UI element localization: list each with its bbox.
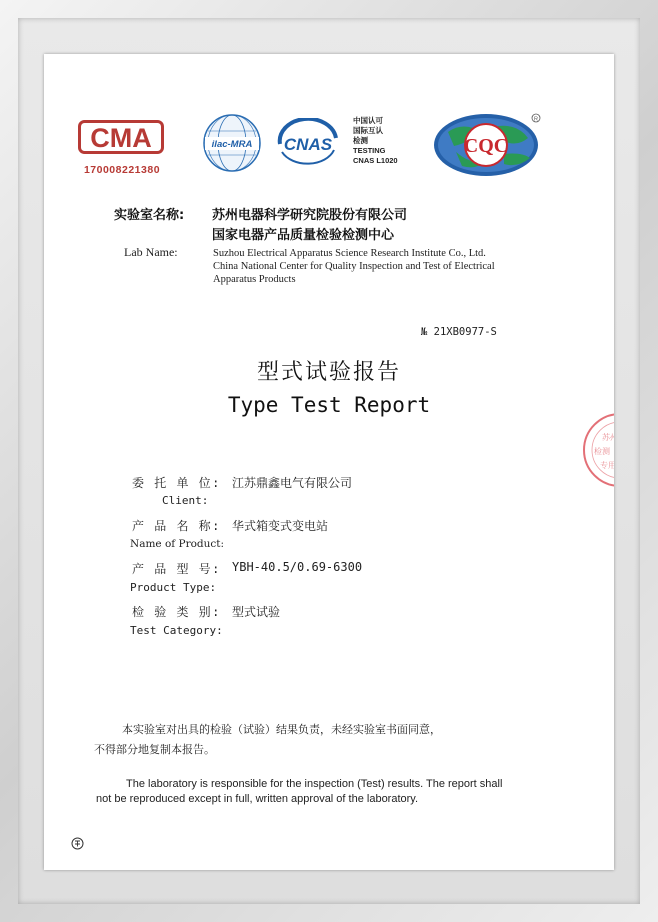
product-name-value: 华式箱变式变电站 — [232, 519, 329, 533]
client-label-cn: 委 托 单 位: — [132, 476, 221, 490]
test-category-label-cn: 检 验 类 别: — [132, 605, 221, 619]
svg-text:R: R — [534, 116, 538, 123]
product-type-label-en: Product Type: — [130, 581, 217, 594]
print-mark-icon — [71, 837, 84, 850]
red-seal-icon — [580, 410, 618, 490]
test-category-label-en: Test Category: — [130, 624, 223, 637]
notice-cn-line: 本实验室对出具的检验（试验）结果负责，未经实验室书面同意， — [122, 723, 441, 736]
cnas-caption-line: 国际互认 — [353, 126, 383, 135]
cma-number: 170008221380 — [83, 164, 161, 176]
product-type-value: YBH-40.5/0.69-6300 — [232, 560, 363, 574]
cma-logo-text: CMA — [90, 123, 152, 153]
cqc-globe-icon — [432, 112, 544, 178]
notice-cn — [94, 720, 554, 760]
product-name-label-cn: 产 品 名 称: — [132, 519, 221, 533]
lab-name-en-line: Suzhou Electrical Apparatus Science Research Institute Co., Ltd. — [213, 248, 486, 259]
notice-en — [96, 777, 596, 807]
report-title-cn: 型式试验报告 — [256, 360, 401, 385]
product-type-label-cn: 产 品 型 号: — [132, 562, 221, 576]
cma-logo-icon — [78, 120, 164, 154]
cnas-caption-line: TESTING — [353, 146, 386, 155]
lab-name-en-line: Apparatus Products — [213, 274, 296, 285]
client-label-en: Client: — [162, 494, 209, 507]
cnas-caption-line: 中国认可 — [353, 116, 383, 125]
notice-en-line: The laboratory is responsible for the inspection (Test) results. The report shall — [126, 778, 503, 790]
report-number: № 21XB0977-S — [421, 326, 497, 338]
svg-text:检测: 检测 — [594, 447, 610, 456]
cnas-caption-line: 检测 — [353, 136, 368, 145]
cnas-logo-icon — [272, 118, 344, 168]
notice-cn-line: 不得部分地复制本报告。 — [94, 743, 215, 756]
cnas-caption-line: CNAS L1020 — [353, 156, 398, 165]
certificate-page — [44, 54, 618, 870]
svg-text:专用: 专用 — [600, 461, 616, 470]
svg-text:CQC: CQC — [463, 135, 509, 157]
svg-text:苏州: 苏州 — [602, 433, 618, 442]
ilac-mra-logo-icon — [202, 113, 262, 173]
cnas-logo-text: CNAS — [283, 135, 333, 154]
notice-en-line: not be reproduced except in full, written approval of the laboratory. — [96, 793, 419, 805]
test-category-value: 型式试验 — [232, 605, 281, 619]
product-name-label-en: Name of Product: — [130, 538, 225, 550]
lab-name-cn-line-1: 苏州电器科学研究院股份有限公司 — [212, 208, 408, 223]
ilac-logo-text: ilac-MRA — [211, 139, 253, 150]
lab-name-cn-label: 实验室名称: — [114, 208, 185, 223]
lab-name-en — [213, 247, 573, 286]
cnas-caption — [353, 116, 398, 166]
lab-name-en-label: Lab Name: — [124, 245, 178, 259]
lab-name-en-line: China National Center for Quality Inspection and Test of Electrical — [213, 261, 495, 272]
lab-name-cn-line-2: 国家电器产品质量检验检测中心 — [212, 228, 395, 243]
client-value: 江苏鼎鑫电气有限公司 — [232, 476, 353, 490]
report-title-en: Type Test Report — [227, 393, 431, 417]
